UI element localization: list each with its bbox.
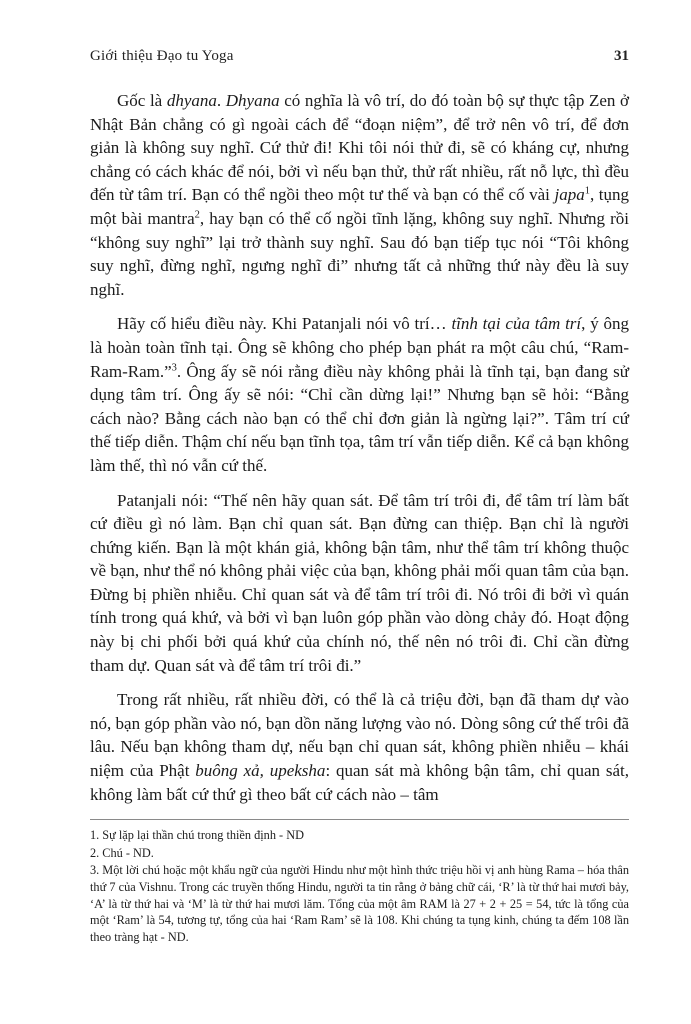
- footnote-reference: 2: [194, 209, 200, 221]
- page-number: 31: [614, 48, 629, 64]
- paragraph: Hãy cố hiểu điều này. Khi Patanjali nói vô trí… tĩnh tại của tâm trí, ý ông là hoàn toàn tĩnh tại. Ông sẽ không cho phép bạn phát ra một câu chú, “Ram-Ram-Ram.”$^3$. Ông ấy sẽ nói rằng điều này không phải là tĩnh tại, bạn đang sử dụng tâm trí. Ông ấy sẽ nói: “Chỉ cần dừng lại!” Nhưng bạn sẽ hỏi: “Bằng cách nào? Bằng cách nào bạn có thể chỉ đơn giản là ngừng lại?”. Tâm trí cứ thế tiếp diễn. Thậm chí nếu bạn tĩnh tọa, tâm trí vẫn tiếp diễn. Kể cả bạn không làm thế, thì nó vẫn cứ thế.: [90, 314, 630, 475]
- page-header: [90, 48, 629, 65]
- footnotes-list: [90, 827, 629, 945]
- footnote: 3. Một lời chú hoặc một khẩu ngữ của người Hindu như một hình thức triệu hồi vị anh hùng Rama – hóa thân thứ 7 của Vishnu. Trong các truyền thống Hindu, người ta tin rằng ở bảng chữ cái, ‘R’ là từ thứ hai mươi bảy, ‘A’ là từ thứ hai và ‘M’ là từ thứ hai mươi lăm. Tổng của một âm RAM là 27 + 2 + 25 = 54, tức là tổng của một ‘Ram’ là 54, tương tự, tổng của hai ‘Ram Ram’ sẽ là 108. Khi chúng ta tụng kinh, chúng ta đếm 108 lần theo tràng hạt - ND.: [90, 863, 629, 944]
- footnotes: [90, 819, 629, 945]
- paragraph: Trong rất nhiều, rất nhiều đời, có thể là cả triệu đời, bạn đã tham dự vào nó, bạn góp phần vào nó, bạn dồn năng lượng vào nó. Dòng sông cứ thế trôi đã lâu. Nếu bạn không tham dự, nếu bạn chỉ quan sát, không phiền nhiễu – khái niệm của Phật buông xả, upeksha: quan sát mà không bận tâm, chỉ quan sát, không làm bất cứ thứ gì theo bất cứ cách nào – tâm: [90, 690, 629, 804]
- body-text: [90, 89, 629, 806]
- footnote-reference: 1: [584, 185, 590, 197]
- footnote-reference: 3: [171, 361, 177, 373]
- footnote-separator: [90, 819, 629, 820]
- footnote: 1. Sự lặp lại thần chú trong thiền định - ND: [90, 828, 304, 843]
- paragraph: Patanjali nói: “Thế nên hãy quan sát. Để tâm trí trôi đi, để tâm trí làm bất cứ điều gì nó làm. Bạn chỉ quan sát. Bạn đừng can thiệp. Bạn chỉ là người chứng kiến. Bạn là một khán giả, không bận tâm, như thể tâm trí không thuộc về bạn, như thể nó không phải việc của bạn, không phải mối quan tâm của bạn. Đừng bị phiền nhiễu. Chỉ quan sát và để tâm trí trôi đi. Nó trôi đi bởi vì quán tính trong quá khứ, và bởi vì bạn luôn góp phần vào dòng chảy đó. Hoạt động này bị chi phối bởi quá khứ của chính nó, thế nên nó trôi đi. Chỉ cần đừng tham dự. Quan sát và để tâm trí trôi đi.”: [90, 490, 629, 675]
- running-head: Giới thiệu Đạo tu Yoga: [90, 48, 234, 64]
- paragraph: Gốc là dhyana. Dhyana có nghĩa là vô trí, do đó toàn bộ sự thực tập Zen ở Nhật Bản chẳng có gì ngoài cách để “đoạn niệm”, để trở nên vô trí, để đơn giản là không suy nghĩ. Cứ thử đi! Khi tôi nói thử đi, sẽ có kháng cự, nhưng chẳng có cách khác để nói, bởi vì nếu bạn thử, thử rất nhiều, rất nỗ lực, thì đều đến từ tâm trí. Bạn có thể ngồi theo một tư thế và bạn có thể cố vài japa$^1$, tụng một bài mantra$^2$, hay bạn có thể cố ngồi tĩnh lặng, không suy nghĩ. Nhưng rồi “không suy nghĩ” lại trở thành suy nghĩ. Sau đó bạn tiếp tục nói “Tôi không suy nghĩ, đừng nghĩ, ngưng nghĩ đi” nhưng tất cả những thứ này đều là suy nghĩ.: [90, 91, 630, 299]
- footnote: 2. Chú - ND.: [90, 845, 154, 860]
